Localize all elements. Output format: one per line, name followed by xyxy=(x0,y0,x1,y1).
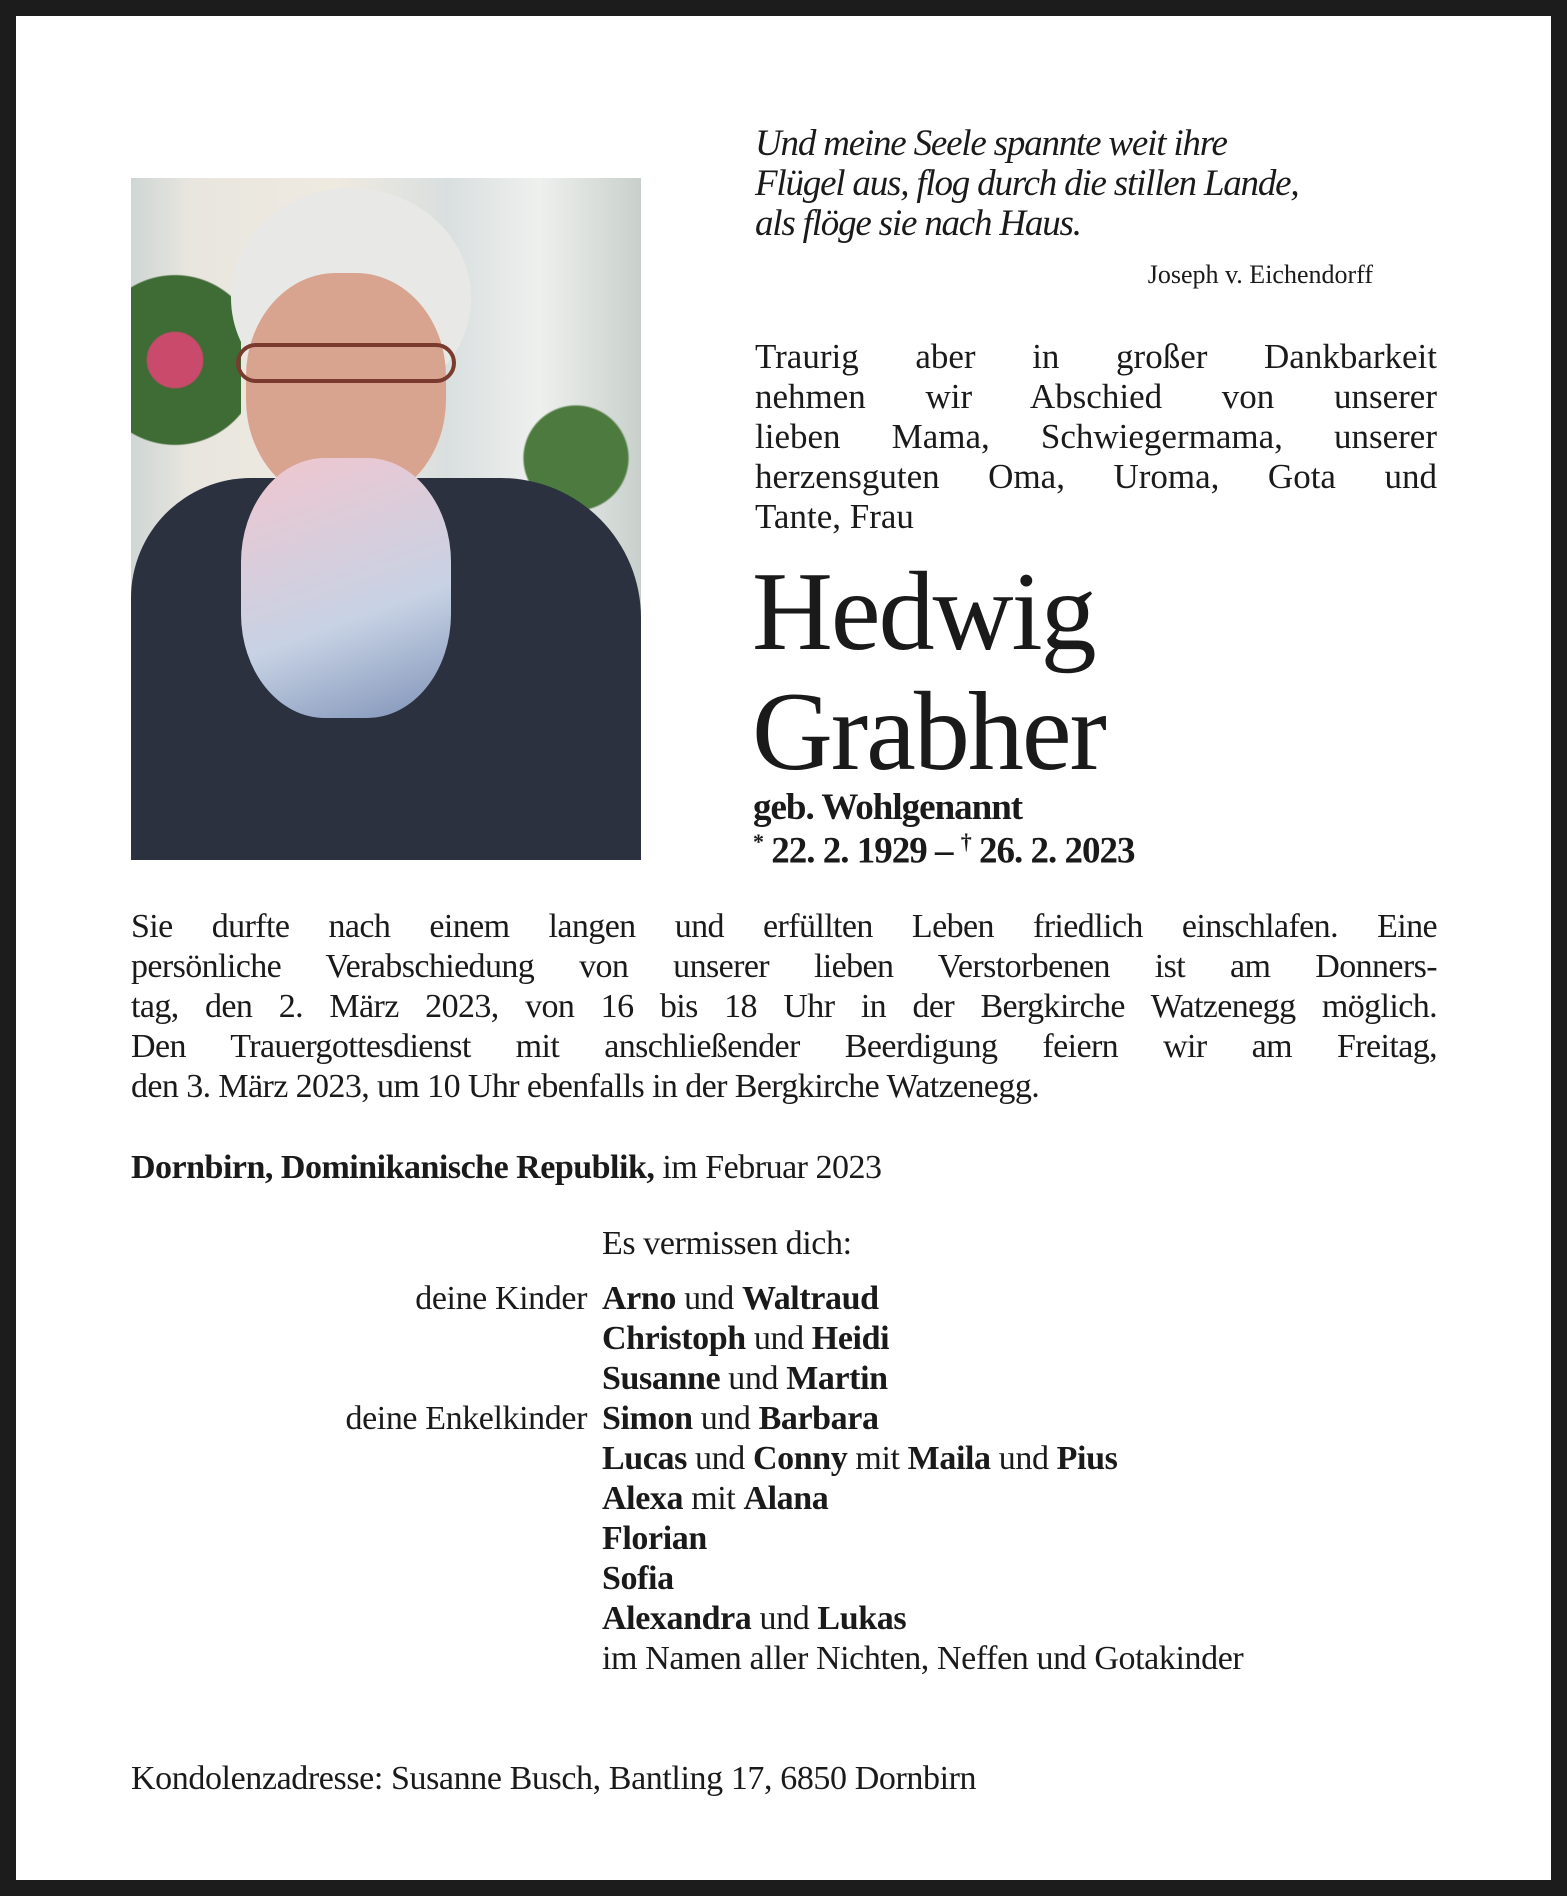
mourner-row xyxy=(602,1520,707,1558)
maiden-name: geb. Wohlgenannt xyxy=(753,787,1023,828)
mourner-name: Lucas xyxy=(602,1440,687,1477)
connector-text: mit xyxy=(847,1440,908,1477)
relation-label: deine Enkelkinder xyxy=(345,1400,587,1437)
mourner-name: Susanne xyxy=(602,1360,721,1397)
mourner-name: Christoph xyxy=(602,1320,746,1357)
body-line: Den Trauergottesdienst mit anschließender Beerdigung feiern wir am Freitag, xyxy=(131,1028,1437,1065)
lead-line: nehmen wir Abschied von unserer xyxy=(755,377,1437,416)
quote-line: Flügel aus, flog durch die stillen Lande, xyxy=(755,163,1299,204)
mourner-row xyxy=(602,1360,888,1398)
body-line: den 3. März 2023, um 10 Uhr ebenfalls in der Bergkirche Watzenegg. xyxy=(131,1068,1040,1105)
date-text: im Februar 2023 xyxy=(654,1149,882,1186)
mourner-name: Lukas xyxy=(817,1600,907,1637)
mourner-row xyxy=(602,1400,879,1438)
lead-line: Tante, Frau xyxy=(755,497,914,536)
death-date: 26. 2. 2023 xyxy=(979,830,1135,872)
mourner-row xyxy=(602,1440,1117,1478)
last-name: Grabher xyxy=(752,670,1105,794)
mourner-name: Waltraud xyxy=(741,1280,879,1317)
mourner-name: Sofia xyxy=(602,1560,674,1597)
birth-symbol: * xyxy=(753,829,763,854)
mourner-name: Florian xyxy=(602,1520,707,1557)
mourner-name: Pius xyxy=(1056,1440,1118,1477)
mourner-name: Conny xyxy=(752,1440,848,1477)
connector-text: und xyxy=(745,1320,812,1357)
mourner-row xyxy=(602,1480,828,1518)
mourner-row xyxy=(602,1320,889,1358)
mourner-name: Heidi xyxy=(811,1320,890,1357)
connector-text: und xyxy=(692,1400,759,1437)
connector-text: mit xyxy=(683,1480,744,1517)
connector-text: und xyxy=(990,1440,1057,1477)
mourner-name: Simon xyxy=(602,1400,693,1437)
mourner-name: Maila xyxy=(907,1440,991,1477)
quote-line: Und meine Seele spannte weit ihre xyxy=(755,123,1227,164)
birth-date: 22. 2. 1929 xyxy=(771,830,927,872)
connector-text: und xyxy=(751,1600,818,1637)
quote-author: Joseph v. Eichendorff xyxy=(1147,260,1373,289)
mourner-row xyxy=(602,1600,906,1638)
connector-text: und xyxy=(720,1360,787,1397)
portrait-photo xyxy=(131,178,641,860)
place: Dornbirn, Dominikanische Republik, xyxy=(131,1149,655,1186)
first-name: Hedwig xyxy=(752,550,1095,674)
obituary-page xyxy=(16,16,1551,1880)
mourners-intro: Es vermissen dich: xyxy=(602,1225,852,1262)
connector-text: im Namen aller Nichten, Neffen und Gotakinder xyxy=(602,1640,1244,1677)
mourner-name: Alana xyxy=(743,1480,829,1517)
connector-text: und xyxy=(686,1440,753,1477)
place-date xyxy=(131,1149,882,1187)
quote-line: als flöge sie nach Haus. xyxy=(755,203,1081,244)
mourner-row xyxy=(602,1640,1243,1678)
mourner-name: Alexandra xyxy=(602,1600,752,1637)
relation-label: deine Kinder xyxy=(415,1280,587,1317)
body-line: Sie durfte nach einem langen und erfüllten Leben friedlich einschlafen. Eine xyxy=(131,908,1437,945)
death-symbol: † xyxy=(960,829,971,854)
body-line: tag, den 2. März 2023, von 16 bis 18 Uhr in der Bergkirche Watzenegg möglich. xyxy=(131,988,1437,1025)
mourner-row xyxy=(602,1280,879,1318)
mourner-name: Barbara xyxy=(758,1400,879,1437)
lead-line: herzensguten Oma, Uroma, Gota und xyxy=(755,457,1437,496)
mourner-row xyxy=(602,1560,674,1598)
connector-text: und xyxy=(675,1280,742,1317)
mourner-name: Arno xyxy=(602,1280,676,1317)
mourner-name: Martin xyxy=(786,1360,888,1397)
body-line: persönliche Verabschiedung von unserer lieben Verstorbenen ist am Donners- xyxy=(131,948,1437,985)
lead-line: lieben Mama, Schwiegermama, unserer xyxy=(755,417,1437,456)
lead-line: Traurig aber in großer Dankbarkeit xyxy=(755,337,1437,376)
life-dates xyxy=(753,829,1135,872)
mourner-name: Alexa xyxy=(602,1480,684,1517)
condolence-address: Kondolenzadresse: Susanne Busch, Bantling 17, 6850 Dornbirn xyxy=(131,1760,977,1797)
date-dash: – xyxy=(935,830,953,872)
